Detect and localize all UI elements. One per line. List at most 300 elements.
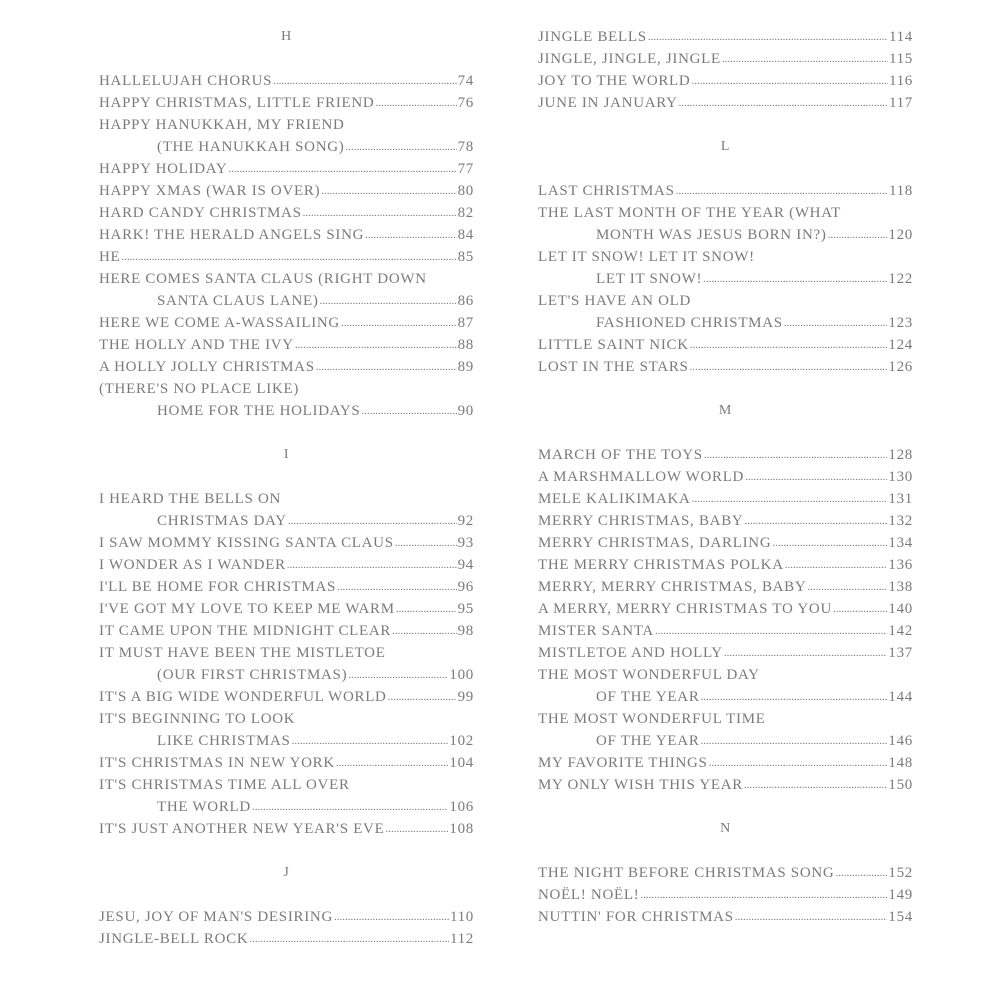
dot-leader [785, 554, 888, 576]
entry-line [99, 488, 474, 510]
dot-leader [679, 92, 888, 114]
entry-page-number: 120 [888, 227, 913, 243]
index-entry [99, 334, 474, 356]
index-entry [538, 246, 913, 290]
entry-line [538, 488, 913, 510]
entry-line [538, 334, 913, 356]
entry-page-number: 118 [888, 183, 913, 199]
entry-page-number: 134 [888, 535, 913, 551]
index-entry [99, 554, 474, 576]
entry-title: MISTER SANTA [538, 623, 654, 639]
spacer [99, 422, 474, 444]
entry-title: NOËL! NOËL! [538, 887, 640, 903]
dot-leader [724, 642, 888, 664]
index-entry [99, 620, 474, 642]
entry-line [99, 686, 474, 708]
index-entry [99, 92, 474, 114]
entry-title: JINGLE-BELL ROCK [99, 931, 249, 947]
entry-page-number: 100 [449, 667, 474, 683]
index-entry [538, 598, 913, 620]
index-entry [538, 466, 913, 488]
entry-page-number: 85 [457, 249, 474, 265]
entry-line [99, 334, 474, 356]
entry-title: HAPPY HANUKKAH, MY FRIEND [99, 117, 345, 133]
dot-leader [655, 620, 887, 642]
dot-leader [709, 752, 888, 774]
index-entry [538, 532, 913, 554]
entry-title: HAPPY HOLIDAY [99, 161, 228, 177]
entry-line [99, 378, 474, 400]
dot-leader [691, 70, 887, 92]
spacer [99, 48, 474, 70]
entry-page-number: 136 [888, 557, 913, 573]
entry-page-number: 76 [457, 95, 474, 111]
entry-page-number: 132 [888, 513, 913, 529]
dot-leader [392, 620, 456, 642]
entry-page-number: 140 [888, 601, 913, 617]
entry-page-number: 126 [888, 359, 913, 375]
entry-line [99, 642, 474, 664]
entry-title: IT CAME UPON THE MIDNIGHT CLEAR [99, 623, 392, 639]
entry-title-continued: (THE HANUKKAH SONG) [157, 139, 345, 155]
entry-title: LET'S HAVE AN OLD [538, 293, 692, 309]
entry-title: MELE KALIKIMAKA [538, 491, 691, 507]
entry-line [99, 796, 474, 818]
dot-leader [676, 180, 888, 202]
entry-title: HALLELUJAH CHORUS [99, 73, 273, 89]
entry-line [538, 774, 913, 796]
entry-line [99, 136, 474, 158]
entry-title: I WONDER AS I WANDER [99, 557, 286, 573]
index-entry [99, 576, 474, 598]
entry-title: IT'S CHRISTMAS TIME ALL OVER [99, 777, 350, 793]
entry-line [538, 686, 913, 708]
spacer [538, 422, 913, 444]
entry-page-number: 149 [888, 887, 913, 903]
entry-page-number: 95 [457, 601, 474, 617]
entry-line [99, 158, 474, 180]
dot-leader [320, 290, 457, 312]
entry-page-number: 128 [888, 447, 913, 463]
spacer [538, 114, 913, 136]
entry-title: HERE WE COME A-WASSAILING [99, 315, 340, 331]
index-entry [538, 48, 913, 70]
index-entry [538, 884, 913, 906]
dot-leader [388, 686, 457, 708]
entry-page-number: 116 [888, 73, 913, 89]
entry-line [538, 202, 913, 224]
entry-line [538, 290, 913, 312]
index-entry [538, 70, 913, 92]
dot-leader [375, 92, 456, 114]
dot-leader [835, 862, 887, 884]
index-entry [99, 356, 474, 378]
index-entry [99, 70, 474, 92]
entry-line [99, 620, 474, 642]
dot-leader [690, 334, 888, 356]
index-entry [538, 92, 913, 114]
entry-line [538, 466, 913, 488]
entry-line [538, 92, 913, 114]
entry-line [99, 774, 474, 796]
section-letter: J [283, 865, 290, 880]
index-entry [99, 642, 474, 686]
index-entry [538, 356, 913, 378]
entry-line [538, 444, 913, 466]
entry-line [538, 268, 913, 290]
entry-page-number: 84 [457, 227, 474, 243]
entry-title: THE MOST WONDERFUL DAY [538, 667, 760, 683]
entry-title: IT MUST HAVE BEEN THE MISTLETOE [99, 645, 386, 661]
index-entry [538, 554, 913, 576]
dot-leader [744, 774, 887, 796]
section-letter-heading [99, 444, 474, 466]
index-entry [99, 180, 474, 202]
dot-leader [345, 136, 456, 158]
dot-leader [316, 356, 457, 378]
index-entry [538, 180, 913, 202]
index-entry [538, 290, 913, 334]
entry-line [538, 312, 913, 334]
entry-line [538, 664, 913, 686]
entry-page-number: 112 [449, 931, 474, 947]
entry-line [99, 400, 474, 422]
entry-title: IT'S CHRISTMAS IN NEW YORK [99, 755, 335, 771]
index-entry [99, 532, 474, 554]
entry-title-continued: (OUR FIRST CHRISTMAS) [157, 667, 348, 683]
entry-title: MERRY, MERRY CHRISTMAS, BABY [538, 579, 807, 595]
entry-title: MY FAVORITE THINGS [538, 755, 708, 771]
entry-page-number: 86 [457, 293, 474, 309]
entry-page-number: 74 [457, 73, 474, 89]
entry-page-number: 80 [457, 183, 474, 199]
index-entry [99, 598, 474, 620]
entry-title: JOY TO THE WORLD [538, 73, 691, 89]
entry-page-number: 146 [888, 733, 913, 749]
entry-line [99, 730, 474, 752]
entry-page-number: 144 [888, 689, 913, 705]
dot-leader [704, 444, 888, 466]
dot-leader [249, 928, 449, 950]
index-entry [99, 114, 474, 158]
dot-leader [365, 224, 456, 246]
index-entry [538, 334, 913, 356]
index-entry [538, 906, 913, 928]
entry-page-number: 98 [457, 623, 474, 639]
entry-line [99, 312, 474, 334]
entry-page-number: 152 [888, 865, 913, 881]
dot-leader [784, 312, 888, 334]
index-entry [538, 576, 913, 598]
index-entry [538, 202, 913, 246]
index-entry [99, 158, 474, 180]
index-entry [99, 774, 474, 818]
entry-page-number: 108 [449, 821, 474, 837]
index-entry [538, 620, 913, 642]
entry-title: MISTLETOE AND HOLLY [538, 645, 723, 661]
entry-title: THE LAST MONTH OF THE YEAR (WHAT [538, 205, 841, 221]
dot-leader [722, 48, 888, 70]
entry-page-number: 123 [888, 315, 913, 331]
entry-title: NUTTIN' FOR CHRISTMAS [538, 909, 734, 925]
entry-page-number: 106 [449, 799, 474, 815]
spacer [538, 158, 913, 180]
entry-title: A HOLLY JOLLY CHRISTMAS [99, 359, 315, 375]
entry-line [99, 818, 474, 840]
entry-title: JINGLE, JINGLE, JINGLE [538, 51, 721, 67]
dot-leader [828, 224, 888, 246]
entry-title: MARCH OF THE TOYS [538, 447, 703, 463]
index-entry [99, 708, 474, 752]
entry-page-number: 102 [449, 733, 474, 749]
index-entry [538, 664, 913, 708]
entry-line [99, 224, 474, 246]
entry-line [538, 510, 913, 532]
entry-title-continued: CHRISTMAS DAY [157, 513, 287, 529]
dot-leader [273, 70, 456, 92]
index-entry [99, 246, 474, 268]
dot-leader [348, 664, 448, 686]
index-entry [538, 708, 913, 752]
entry-title: MERRY CHRISTMAS, DARLING [538, 535, 772, 551]
index-entry [538, 488, 913, 510]
entry-title-continued: OF THE YEAR [596, 733, 700, 749]
entry-page-number: 114 [888, 29, 913, 45]
dot-leader [341, 312, 457, 334]
index-entry [99, 686, 474, 708]
entry-title: I'VE GOT MY LOVE TO KEEP ME WARM [99, 601, 395, 617]
entry-page-number: 77 [457, 161, 474, 177]
entry-title: THE HOLLY AND THE IVY [99, 337, 294, 353]
dot-leader [833, 598, 887, 620]
entry-title: IT'S JUST ANOTHER NEW YEAR'S EVE [99, 821, 385, 837]
entry-title: HARD CANDY CHRISTMAS [99, 205, 302, 221]
entry-title: JUNE IN JANUARY [538, 95, 678, 111]
entry-title: HE [99, 249, 121, 265]
entry-page-number: 137 [888, 645, 913, 661]
index-entry [99, 906, 474, 928]
dot-leader [334, 906, 449, 928]
entry-line [99, 532, 474, 554]
entry-title-continued: FASHIONED CHRISTMAS [596, 315, 783, 331]
index-entry [99, 202, 474, 224]
entry-page-number: 82 [457, 205, 474, 221]
entry-page-number: 130 [888, 469, 913, 485]
entry-line [538, 246, 913, 268]
entry-line [99, 928, 474, 950]
entry-page-number: 122 [888, 271, 913, 287]
section-letter: M [718, 403, 733, 418]
entry-line [99, 598, 474, 620]
entry-line [99, 510, 474, 532]
entry-title: HAPPY CHRISTMAS, LITTLE FRIEND [99, 95, 375, 111]
index-entry [538, 510, 913, 532]
dot-leader [735, 906, 888, 928]
entry-line [538, 708, 913, 730]
entry-page-number: 138 [888, 579, 913, 595]
dot-leader [692, 488, 888, 510]
section-letter: N [720, 821, 731, 836]
dot-leader [745, 466, 887, 488]
spacer [99, 840, 474, 862]
index-entry [99, 268, 474, 312]
entry-title-continued: SANTA CLAUS LANE) [157, 293, 319, 309]
entry-title: IT'S A BIG WIDE WONDERFUL WORLD [99, 689, 387, 705]
index-entry [99, 378, 474, 422]
dot-leader [337, 576, 457, 598]
entry-title: LOST IN THE STARS [538, 359, 689, 375]
entry-line [99, 906, 474, 928]
index-entry [99, 224, 474, 246]
spacer [538, 796, 913, 818]
entry-line [538, 906, 913, 928]
dot-leader [648, 26, 888, 48]
entry-title: THE MOST WONDERFUL TIME [538, 711, 766, 727]
entry-line [99, 114, 474, 136]
section-letter: I [283, 447, 290, 462]
entry-line [538, 26, 913, 48]
entry-title: THE NIGHT BEFORE CHRISTMAS SONG [538, 865, 835, 881]
entry-page-number: 142 [888, 623, 913, 639]
entry-title-continued: OF THE YEAR [596, 689, 700, 705]
dot-leader [288, 510, 457, 532]
entry-title: I'LL BE HOME FOR CHRISTMAS [99, 579, 337, 595]
dot-leader [744, 510, 887, 532]
entry-line [99, 576, 474, 598]
entry-line [538, 224, 913, 246]
entry-title: I HEARD THE BELLS ON [99, 491, 282, 507]
entry-title-continued: MONTH WAS JESUS BORN IN?) [596, 227, 827, 243]
entry-page-number: 89 [457, 359, 474, 375]
entry-page-number: 154 [888, 909, 913, 925]
entry-page-number: 88 [457, 337, 474, 353]
entry-line [99, 554, 474, 576]
entry-title: MERRY CHRISTMAS, BABY [538, 513, 744, 529]
dot-leader [292, 730, 449, 752]
entry-title: THE MERRY CHRISTMAS POLKA [538, 557, 784, 573]
dot-leader [121, 246, 456, 268]
entry-line [99, 356, 474, 378]
entry-title: HAPPY XMAS (WAR IS OVER) [99, 183, 321, 199]
dot-leader [772, 532, 887, 554]
entry-title-continued: LIKE CHRISTMAS [157, 733, 291, 749]
entry-title-continued: LET IT SNOW! [596, 271, 703, 287]
entry-line [99, 246, 474, 268]
section-letter: L [720, 139, 731, 154]
entry-line [538, 730, 913, 752]
section-letter-heading [538, 818, 913, 840]
entry-page-number: 93 [457, 535, 474, 551]
entry-title: HARK! THE HERALD ANGELS SING [99, 227, 365, 243]
entry-page-number: 96 [457, 579, 474, 595]
entry-title: A MARSHMALLOW WORLD [538, 469, 745, 485]
index-entry [538, 752, 913, 774]
entry-page-number: 99 [457, 689, 474, 705]
dot-leader [228, 158, 456, 180]
entry-line [538, 862, 913, 884]
spacer [99, 884, 474, 906]
entry-page-number: 94 [457, 557, 474, 573]
dot-leader [336, 752, 448, 774]
section-letter: H [281, 29, 292, 44]
spacer [538, 840, 913, 862]
entry-title: JESU, JOY OF MAN'S DESIRING [99, 909, 333, 925]
entry-line [99, 92, 474, 114]
entry-title: HERE COMES SANTA CLAUS (RIGHT DOWN [99, 271, 427, 287]
entry-line [538, 884, 913, 906]
dot-leader [703, 268, 887, 290]
entry-page-number: 87 [457, 315, 474, 331]
entry-page-number: 90 [457, 403, 474, 419]
dot-leader [295, 334, 457, 356]
entry-line [538, 620, 913, 642]
entry-page-number: 131 [888, 491, 913, 507]
dot-leader [361, 400, 456, 422]
section-letter-heading [99, 26, 474, 48]
dot-leader [701, 686, 888, 708]
dot-leader [321, 180, 456, 202]
index-entry [538, 862, 913, 884]
entry-line [99, 664, 474, 686]
dot-leader [287, 554, 457, 576]
entry-line [99, 752, 474, 774]
index-entry [99, 312, 474, 334]
entry-title: LAST CHRISTMAS [538, 183, 675, 199]
entry-page-number: 78 [457, 139, 474, 155]
entry-line [538, 554, 913, 576]
spacer [99, 466, 474, 488]
dot-leader [385, 818, 448, 840]
index-entry [99, 752, 474, 774]
entry-line [99, 180, 474, 202]
entry-title: IT'S BEGINNING TO LOOK [99, 711, 296, 727]
entry-title-continued: THE WORLD [157, 799, 251, 815]
index-entry [99, 818, 474, 840]
dot-leader [701, 730, 888, 752]
entry-line [99, 202, 474, 224]
spacer [538, 378, 913, 400]
entry-page-number: 124 [888, 337, 913, 353]
dot-leader [640, 884, 887, 906]
entry-title-continued: HOME FOR THE HOLIDAYS [157, 403, 361, 419]
section-letter-heading [99, 862, 474, 884]
entry-line [99, 268, 474, 290]
entry-page-number: 110 [449, 909, 474, 925]
entry-page-number: 115 [888, 51, 913, 67]
entry-page-number: 148 [888, 755, 913, 771]
index-entry [99, 488, 474, 532]
dot-leader [303, 202, 457, 224]
dot-leader [807, 576, 887, 598]
index-entry [99, 928, 474, 950]
entry-line [538, 180, 913, 202]
section-letter-heading [538, 136, 913, 158]
entry-line [99, 70, 474, 92]
index-entry [538, 774, 913, 796]
section-letter-heading [538, 400, 913, 422]
index-entry [538, 26, 913, 48]
entry-line [99, 708, 474, 730]
dot-leader [395, 532, 457, 554]
entry-line [99, 290, 474, 312]
entry-title: JINGLE BELLS [538, 29, 647, 45]
dot-leader [396, 598, 457, 620]
entry-line [538, 576, 913, 598]
entry-line [538, 48, 913, 70]
index-entry [538, 444, 913, 466]
dot-leader [690, 356, 888, 378]
entry-line [538, 70, 913, 92]
